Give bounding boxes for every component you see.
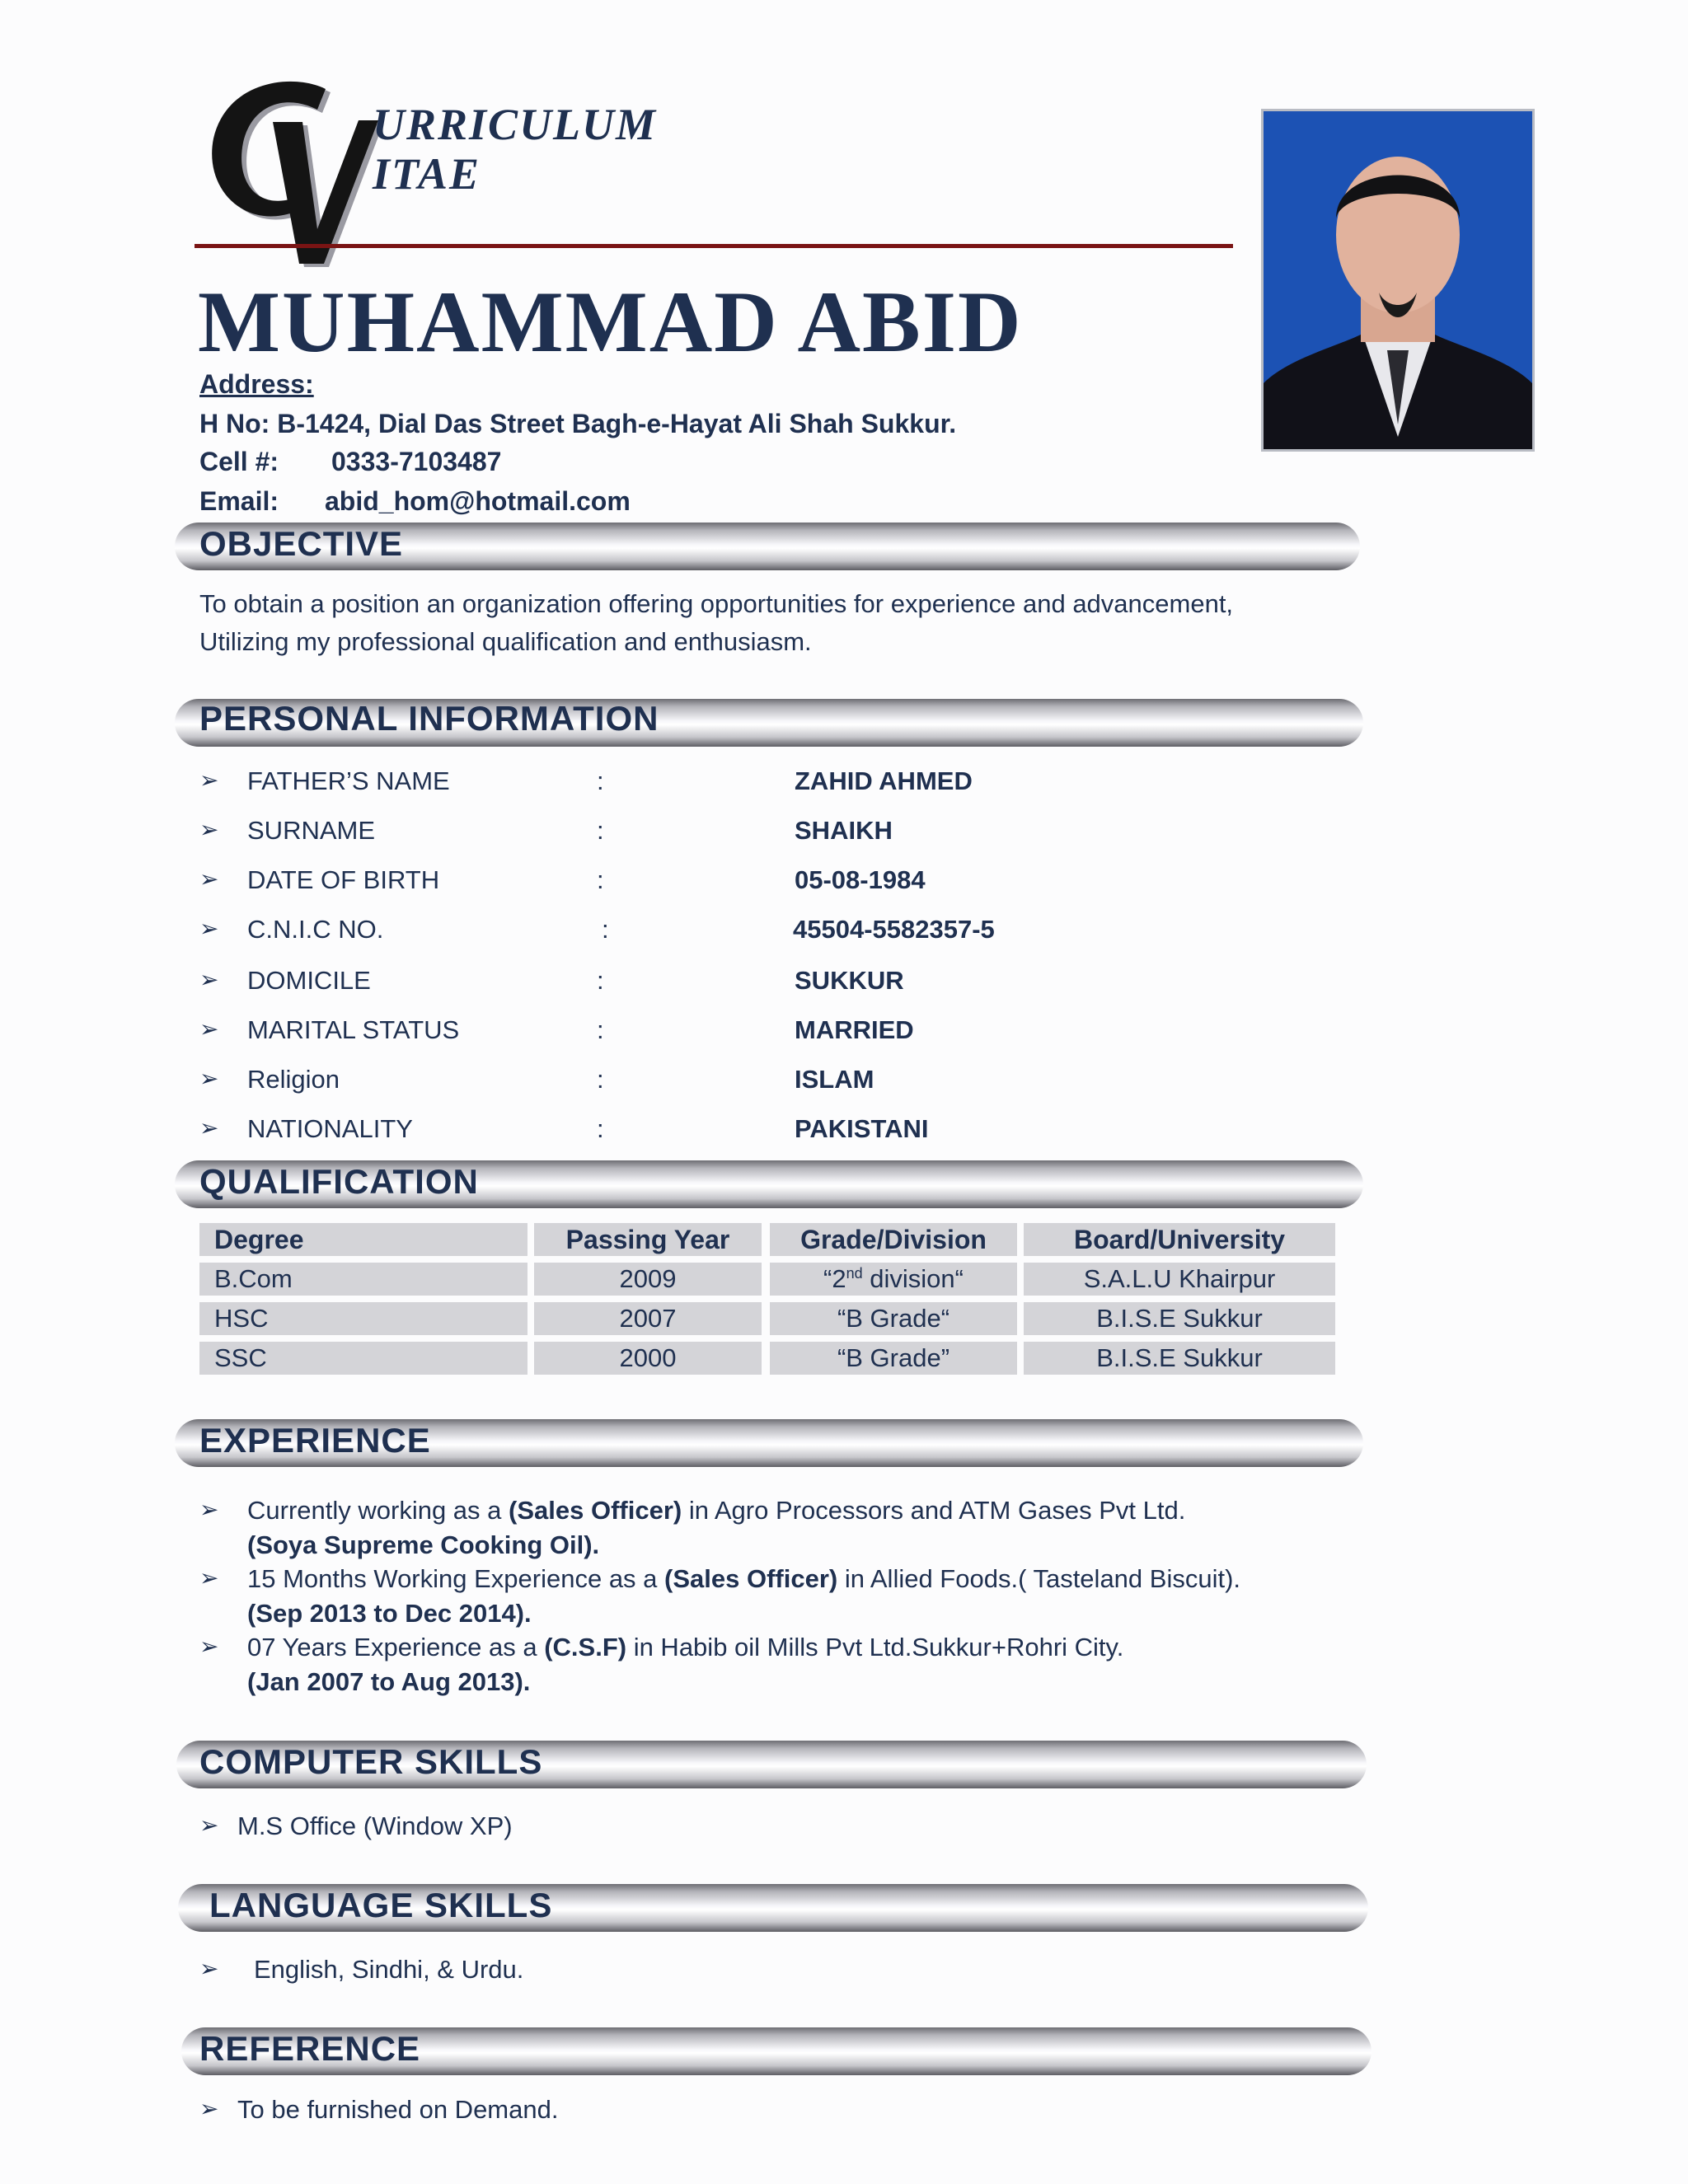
qualification-heading: QUALIFICATION <box>199 1162 479 1201</box>
info-colon: : <box>597 766 604 795</box>
candidate-name: MUHAMMAD ABID <box>198 274 1023 370</box>
table-header-grade: Grade/Division <box>770 1223 1017 1256</box>
cell-value: 0333-7103487 <box>331 447 502 476</box>
experience-heading: EXPERIENCE <box>199 1421 431 1460</box>
experience-text <box>247 1496 1185 1526</box>
experience-text <box>247 1564 1240 1594</box>
personal-info-row <box>199 1065 1353 1098</box>
cv-monogram-icon <box>202 73 383 270</box>
objective-text <box>199 585 1337 661</box>
experience-text <box>247 1633 1123 1662</box>
reference-text: To be furnished on Demand. <box>237 2095 559 2124</box>
arrow-bullet-icon: ➢ <box>199 1565 219 1591</box>
table-cell-grade: “B Grade” <box>770 1342 1017 1375</box>
info-colon: : <box>597 966 604 995</box>
table-header-year: Passing Year <box>534 1223 762 1256</box>
info-value: PAKISTANI <box>795 1114 929 1143</box>
info-value: ISLAM <box>795 1065 874 1094</box>
info-label: DOMICILE <box>247 966 371 995</box>
info-colon: : <box>597 1065 604 1094</box>
experience-detail: (Jan 2007 to Aug 2013). <box>247 1667 531 1696</box>
email-row <box>199 486 631 517</box>
arrow-bullet-icon: ➢ <box>199 916 219 941</box>
personal-info-row <box>199 915 1353 948</box>
arrow-bullet-icon: ➢ <box>199 2096 219 2121</box>
personal-info-row <box>199 865 1353 898</box>
cv-logo <box>202 73 658 270</box>
info-colon: : <box>597 1114 604 1143</box>
grade-text-suffix: division“ <box>862 1264 964 1293</box>
computer-skill-text: M.S Office (Window XP) <box>237 1811 513 1840</box>
email-label: Email: <box>199 486 279 516</box>
table-cell-year: 2007 <box>534 1302 762 1335</box>
reference-heading: REFERENCE <box>199 2029 421 2068</box>
experience-detail: (Soya Supreme Cooking Oil). <box>247 1530 600 1559</box>
arrow-bullet-icon: ➢ <box>199 866 219 892</box>
personal-info-row <box>199 966 1353 999</box>
personal-info-row <box>199 816 1353 849</box>
experience-company: in Habib oil Mills Pvt Ltd.Sukkur+Rohri City. <box>626 1633 1124 1661</box>
info-colon: : <box>597 816 604 845</box>
email-value: abid_hom@hotmail.com <box>325 486 631 516</box>
info-label: DATE OF BIRTH <box>247 865 440 894</box>
profile-photo <box>1261 109 1535 452</box>
arrow-bullet-icon: ➢ <box>199 767 219 793</box>
info-colon: : <box>597 1015 604 1044</box>
experience-prefix: 07 Years Experience as a <box>247 1633 545 1661</box>
table-cell-year: 2000 <box>534 1342 762 1375</box>
info-label: C.N.I.C NO. <box>247 915 384 944</box>
logo-word-urriculum: URRICULUM <box>373 100 658 149</box>
info-label: NATIONALITY <box>247 1114 413 1143</box>
address-label: Address: <box>199 369 314 399</box>
language-skills-heading: LANGUAGE SKILLS <box>209 1886 553 1924</box>
experience-prefix: Currently working as a <box>247 1496 509 1525</box>
objective-line-1: To obtain a position an organization offering opportunities for experience and advancement, <box>199 589 1234 618</box>
address-value: H No: B-1424, Dial Das Street Bagh-e-Hayat Ali Shah Sukkur. <box>199 409 957 438</box>
experience-prefix: 15 Months Working Experience as a <box>247 1564 665 1593</box>
arrow-bullet-icon: ➢ <box>199 1115 219 1141</box>
arrow-bullet-icon: ➢ <box>199 817 219 842</box>
info-value: 05-08-1984 <box>795 865 926 894</box>
cell-row <box>199 447 502 477</box>
experience-company: in Allied Foods.( Tasteland Biscuit). <box>837 1564 1241 1593</box>
info-label: FATHER’S NAME <box>247 766 450 795</box>
table-cell-grade <box>770 1263 1017 1296</box>
arrow-bullet-icon: ➢ <box>199 1016 219 1042</box>
table-cell-degree: SSC <box>199 1342 528 1375</box>
experience-detail: (Sep 2013 to Dec 2014). <box>247 1599 532 1628</box>
cell-label: Cell #: <box>199 447 279 476</box>
objective-heading: OBJECTIVE <box>199 524 404 563</box>
logo-word-itae: ITAE <box>373 149 481 199</box>
table-cell-degree: B.Com <box>199 1263 528 1296</box>
title-divider <box>195 244 1233 248</box>
experience-role: (Sales Officer) <box>509 1496 682 1525</box>
info-colon: : <box>602 915 609 944</box>
personal-info-row <box>199 1015 1353 1048</box>
arrow-bullet-icon: ➢ <box>199 1956 219 1981</box>
arrow-bullet-icon: ➢ <box>199 1066 219 1091</box>
info-label: Religion <box>247 1065 340 1094</box>
grade-superscript: nd <box>846 1265 863 1282</box>
arrow-bullet-icon: ➢ <box>199 1812 219 1838</box>
language-skill-text: English, Sindhi, & Urdu. <box>254 1955 524 1984</box>
experience-role: (C.S.F) <box>544 1633 627 1661</box>
info-value: SHAIKH <box>795 816 893 845</box>
table-cell-board: S.A.L.U Khairpur <box>1024 1263 1335 1296</box>
portrait-icon <box>1264 111 1532 449</box>
table-cell-grade: “B Grade“ <box>770 1302 1017 1335</box>
grade-text: “2 <box>823 1264 846 1293</box>
info-value: MARRIED <box>795 1015 914 1044</box>
table-header-degree: Degree <box>199 1223 528 1256</box>
personal-info-heading: PERSONAL INFORMATION <box>199 699 659 738</box>
arrow-bullet-icon: ➢ <box>199 1497 219 1522</box>
arrow-bullet-icon: ➢ <box>199 1633 219 1659</box>
personal-info-row <box>199 1114 1353 1147</box>
experience-company: in Agro Processors and ATM Gases Pvt Ltd. <box>682 1496 1186 1525</box>
table-cell-board: B.I.S.E Sukkur <box>1024 1302 1335 1335</box>
personal-info-row <box>199 766 1353 799</box>
info-label: SURNAME <box>247 816 376 845</box>
computer-skills-heading: COMPUTER SKILLS <box>199 1742 543 1781</box>
info-value: 45504-5582357-5 <box>793 915 995 944</box>
info-value: SUKKUR <box>795 966 904 995</box>
info-colon: : <box>597 865 604 894</box>
info-value: ZAHID AHMED <box>795 766 973 795</box>
arrow-bullet-icon: ➢ <box>199 967 219 992</box>
objective-line-2: Utilizing my professional qualification and enthusiasm. <box>199 627 812 656</box>
table-header-board: Board/University <box>1024 1223 1335 1256</box>
table-cell-board: B.I.S.E Sukkur <box>1024 1342 1335 1375</box>
table-cell-degree: HSC <box>199 1302 528 1335</box>
table-cell-year: 2009 <box>534 1263 762 1296</box>
experience-role: (Sales Officer) <box>664 1564 838 1593</box>
info-label: MARITAL STATUS <box>247 1015 460 1044</box>
